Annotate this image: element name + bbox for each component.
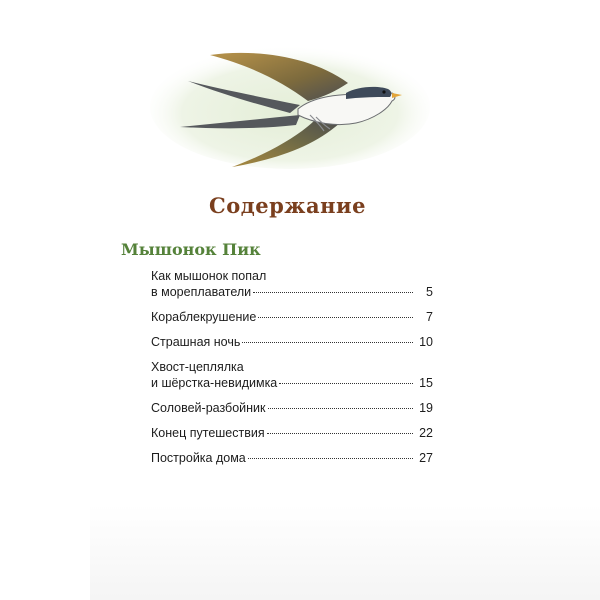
- toc-entry-title: Хвост-цеплялка: [151, 360, 244, 374]
- dot-leader: [268, 408, 414, 409]
- toc-entry[interactable]: [151, 400, 433, 416]
- dot-leader: [258, 317, 413, 318]
- toc-entry-title: Кораблекрушение: [151, 310, 257, 324]
- toc-entry[interactable]: [151, 359, 433, 391]
- toc-entry[interactable]: [151, 309, 433, 325]
- toc-entry[interactable]: [151, 268, 433, 300]
- toc-entry-title: Страшная ночь: [151, 335, 241, 349]
- toc-entry-title: и шёрстка-невидимка: [151, 376, 278, 390]
- toc-entry[interactable]: [151, 425, 433, 441]
- page-shadow: [90, 505, 600, 600]
- toc-page-number: 15: [419, 376, 433, 390]
- toc-entry[interactable]: [151, 334, 433, 350]
- toc-entry-title: в мореплаватели: [151, 285, 252, 299]
- toc-entry[interactable]: [151, 450, 433, 466]
- toc-page-number: 10: [419, 335, 433, 349]
- toc-page-number: 27: [419, 451, 433, 465]
- table-of-contents: [151, 268, 433, 475]
- toc-entry-title: Как мышонок попал: [151, 269, 267, 283]
- toc-page-number: 7: [426, 310, 433, 324]
- dot-leader: [242, 342, 413, 343]
- toc-page-number: 19: [419, 401, 433, 415]
- dot-leader: [267, 433, 413, 434]
- toc-entry-title: Конец путешествия: [151, 426, 265, 440]
- toc-entry-title: Постройка дома: [151, 451, 246, 465]
- contents-title: Содержание: [209, 193, 366, 218]
- toc-entry-title: Соловей-разбойник: [151, 401, 266, 415]
- dot-leader: [253, 292, 413, 293]
- toc-page-number: 5: [426, 285, 433, 299]
- section-title: Мышонок Пик: [121, 240, 261, 259]
- dot-leader: [248, 458, 413, 459]
- dot-leader: [279, 383, 413, 384]
- toc-page-number: 22: [419, 426, 433, 440]
- swallow-bird-icon: [140, 35, 430, 175]
